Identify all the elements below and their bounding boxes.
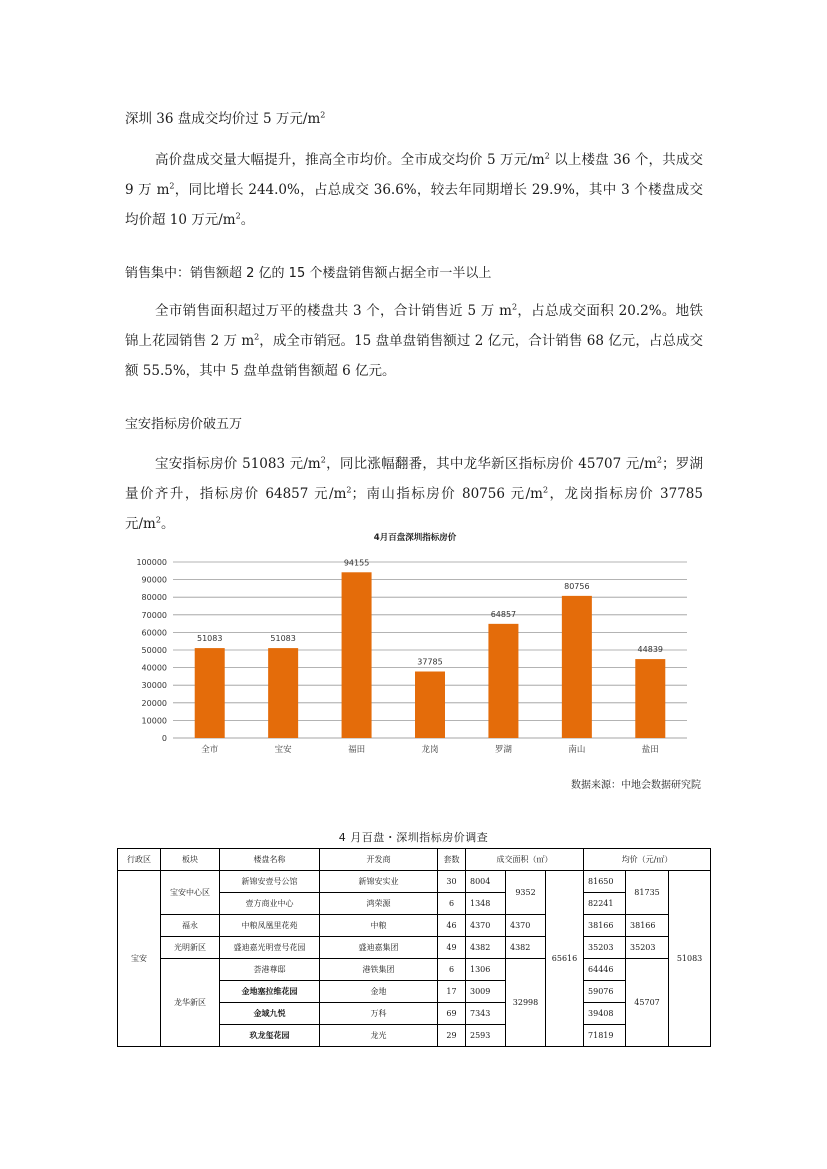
block-price: 38166 [626,915,669,937]
project-name: 金域九悦 [220,1003,320,1025]
y-tick-label: 80000 [141,593,167,603]
price: 59076 [584,981,626,1003]
bar-1 [268,648,298,738]
area: 8004 [466,871,506,893]
block-area-total: 4382 [506,937,546,959]
x-tick-label: 全市 [201,745,219,755]
developer: 龙光 [320,1025,438,1047]
section-paragraph-2: 全市销售面积超过万平的楼盘共 3 个，合计销售近 5 万 $m^2$，占总成交面积 20.2%。地铁锦上花园销售 2 万 $m^2$，成全市销冠。15 盘单盘销售额过 2 亿元，合计销售 68 亿元，占总成交额 55.5%，其中 5 盘单盘销售额超 6 亿元。 [125,302,703,379]
area: 2593 [466,1025,506,1047]
header-price: 均价（元/㎡） [584,849,711,871]
header-block: 板块 [161,849,220,871]
x-tick-label: 龙岗 [421,745,439,755]
block-cell: 龙华新区 [161,959,220,1047]
bar-6 [635,659,665,738]
price: 38166 [584,915,626,937]
data-label: 44839 [637,645,664,655]
y-tick-label: 50000 [141,646,167,655]
section-paragraph-3: 宝安指标房价 51083 元$/m^2$，同比涨幅翻番，其中龙华新区指标房价 45707 元$/m^2$；罗湖量价齐升，指标房价 64857 元$/m^2$；南山指标房价 80756 元$/m^2$，龙岗指标房价 37785 元$/m^2$。 [125,455,704,532]
header-units: 套数 [438,849,466,871]
block-cell: 宝安中心区 [161,871,220,915]
block-area-total: 9352 [506,871,546,915]
x-tick-label: 宝安 [274,745,292,755]
units: 46 [438,915,466,937]
section-heading-1: 深圳 36 盘成交均价过 5 万元$/m^2$ [125,110,326,127]
chart-y-tick-labels [136,558,167,743]
price-survey-table [117,848,711,1047]
y-tick-label: 100000 [136,558,167,567]
developer: 鸿荣源 [320,893,438,915]
data-label: 37785 [417,657,443,667]
data-label: 80756 [564,581,590,591]
price: 39408 [584,1003,626,1025]
area: 3009 [466,981,506,1003]
price: 35203 [584,937,626,959]
y-tick-label: 70000 [141,610,167,620]
district-cell: 宝安 [118,871,161,1047]
units: 6 [438,893,466,915]
table-row [118,959,711,981]
y-tick-label: 90000 [141,575,167,585]
y-tick-label: 60000 [141,628,167,638]
y-tick-label: 0 [161,734,167,743]
units: 30 [438,871,466,893]
price-bar-chart [125,524,705,764]
block-cell: 福永 [161,915,220,937]
bar-4 [488,624,518,738]
block-price: 35203 [626,937,669,959]
block-cell: 光明新区 [161,937,220,959]
district-area-total: 65616 [546,871,584,1047]
area: 4382 [466,937,506,959]
area: 1348 [466,893,506,915]
source-note: 数据来源：中地会数据研究院 [571,780,701,791]
header-district: 行政区 [118,849,161,871]
area: 4370 [466,915,506,937]
data-label: 51083 [196,634,223,644]
section-heading-2: 销售集中：销售额超 2 亿的 15 个楼盘销售额占据全市一半以上 [125,266,492,281]
project-name: 玖龙玺花园 [220,1025,320,1047]
developer: 万科 [320,1003,438,1025]
project-name: 荟港尊邸 [220,959,320,981]
data-label: 94155 [343,558,370,568]
x-tick-label: 罗湖 [494,745,512,755]
area: 1306 [466,959,506,981]
bar-2 [342,572,372,738]
table-header-row [118,849,711,871]
block-area-total: 4370 [506,915,546,937]
project-name: 盛迪嘉光明壹号花园 [220,937,320,959]
units: 69 [438,1003,466,1025]
area: 7343 [466,1003,506,1025]
project-name: 中粮凤凰里花苑 [220,915,320,937]
header-project: 楼盘名称 [220,849,320,871]
developer: 新锦安实业 [320,871,438,893]
developer: 中粮 [320,915,438,937]
price: 82241 [584,893,626,915]
y-tick-label: 10000 [141,716,167,726]
developer: 港铁集团 [320,959,438,981]
y-tick-label: 20000 [141,698,167,708]
project-name: 金地塞拉维花园 [220,981,320,1003]
district-price: 51083 [669,871,711,1047]
x-tick-label: 福田 [348,745,366,755]
units: 17 [438,981,466,1003]
table-row [118,915,711,937]
units: 29 [438,1025,466,1047]
section-heading-3: 宝安指标房价破五万 [125,417,243,432]
block-price: 45707 [626,959,669,1047]
table-row [118,937,711,959]
y-tick-label: 40000 [141,663,167,673]
price: 71819 [584,1025,626,1047]
data-label: 64857 [490,609,517,619]
block-area-total: 32998 [506,959,546,1047]
developer: 金地 [320,981,438,1003]
chart-title: 4月百盘深圳指标房价 [373,533,457,543]
y-tick-label: 30000 [141,681,167,691]
x-tick-label: 南山 [568,745,586,755]
header-area: 成交面积（㎡） [466,849,584,871]
x-tick-label: 盐田 [641,745,659,755]
table-row [118,871,711,893]
block-price: 81735 [626,871,669,915]
bar-5 [562,596,592,738]
table-title: 4 月百盘・深圳指标房价调查 [338,831,489,844]
price: 64446 [584,959,626,981]
developer: 盛迪嘉集团 [320,937,438,959]
section-paragraph-1: 高价盘成交量大幅提升，推高全市均价。全市成交均价 5 万元$/m^2$ 以上楼盘 36 个，共成交 9 万 $m^2$，同比增长 244.0%，占总成交 36.6%，较去年同期增长 29.9%，其中 3 个楼盘成交均价超 10 万元$/m^2$。 [125,151,703,228]
price: 81650 [584,871,626,893]
chart-x-tick-labels [201,744,659,755]
project-name: 壹方商业中心 [220,893,320,915]
units: 49 [438,937,466,959]
units: 6 [438,959,466,981]
header-developer: 开发商 [320,849,438,871]
data-label: 51083 [270,634,296,644]
bar-3 [415,671,445,738]
project-name: 新锦安壹号公馆 [220,871,320,893]
bar-0 [195,648,225,738]
